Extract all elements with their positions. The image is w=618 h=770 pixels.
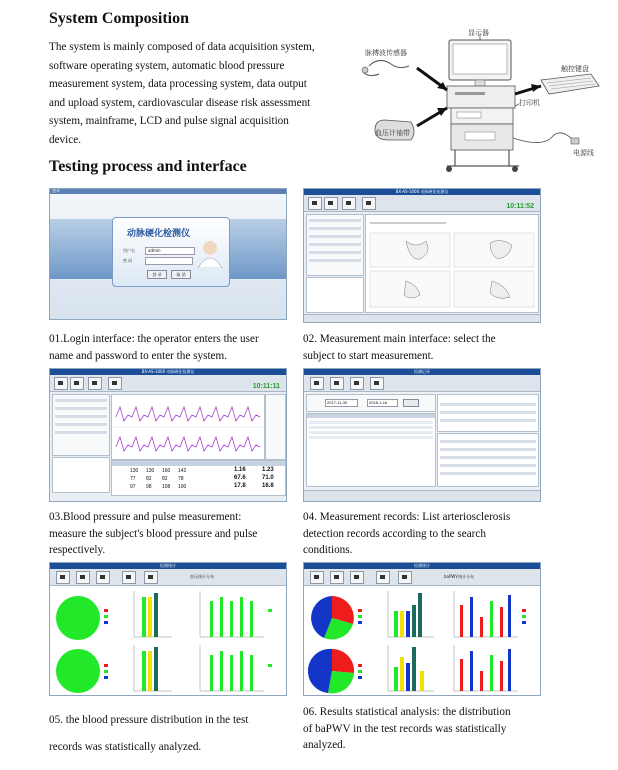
bp-cell: 77 <box>130 476 136 482</box>
caption-line: subject to start measurement. <box>303 349 434 362</box>
toolbar-button[interactable] <box>370 377 384 390</box>
bp-stats-window-title: 检测统计 <box>50 563 286 569</box>
bp-cell: 16.8 <box>262 483 274 489</box>
bapwv-stats-window-title: 检测统计 <box>304 563 540 569</box>
subject-info-panel <box>306 214 364 276</box>
caption-03 <box>49 509 280 559</box>
bp-cell: 1.23 <box>262 467 274 473</box>
toolbar-button[interactable] <box>308 197 322 210</box>
caption-line: conditions. <box>303 544 353 557</box>
bp-results-table <box>111 460 286 496</box>
caption-01 <box>49 331 285 364</box>
label-power: 电源线 <box>573 149 594 157</box>
para-line: The system is mainly composed of data acquisition system, <box>49 41 315 53</box>
subject-list-panel <box>306 277 364 313</box>
toolbar-button[interactable] <box>350 377 364 390</box>
records-search-panel <box>306 394 436 412</box>
bp-subject-panel <box>52 394 110 456</box>
caption-line: name and password to enter the system. <box>49 349 228 362</box>
bp-cell: 71.0 <box>262 475 274 481</box>
guide-illustrations <box>366 215 538 312</box>
bp-stats-toolbar <box>50 569 286 586</box>
cancel-button[interactable]: 取 消 <box>171 270 191 279</box>
bp-cell: 67.6 <box>234 475 246 481</box>
caption-line: respectively. <box>49 544 106 557</box>
toolbar-button[interactable] <box>54 377 68 390</box>
label-cuff: 血压计袖带 <box>375 129 410 137</box>
caption-04 <box>303 509 535 559</box>
toolbar-button[interactable] <box>310 377 324 390</box>
toolbar-button[interactable] <box>330 571 344 584</box>
toolbar-button[interactable] <box>122 571 136 584</box>
para-line: and upload system, cardiovascular disease risk assessment <box>49 96 311 109</box>
bapwv-stats-chart-title: baPWV统计分布 <box>444 574 475 579</box>
bp-window-title: BX-AS-1000 动脉硬化检测仪 <box>50 369 286 375</box>
para-line: system, mainframe, LCD and pulse signal acquisition <box>49 115 289 128</box>
bapwv-stats-charts <box>304 587 540 695</box>
bp-cell: 142 <box>178 468 187 474</box>
composition-paragraph <box>49 38 345 150</box>
bp-cell: 17.8 <box>234 483 246 489</box>
bp-cell: 97 <box>130 484 136 490</box>
toolbar-button[interactable] <box>88 377 102 390</box>
para-line: software operating system, automatic blood pressure <box>49 59 285 72</box>
label-pulse-sensor: 脉搏波传感器 <box>365 49 407 57</box>
section-heading-composition: System Composition <box>49 10 190 27</box>
toolbar-button[interactable] <box>376 571 390 584</box>
bp-cell: 82 <box>162 476 168 482</box>
pulse-wave-panel <box>111 394 265 460</box>
caption-06 <box>303 704 535 754</box>
label-printer: 打印机 <box>519 99 540 107</box>
caption-line: of baPWV in the test records was statistically <box>303 722 507 735</box>
bapwv-stats-toolbar <box>304 569 540 586</box>
bp-cell: 130 <box>130 468 139 474</box>
main-window-title: BX-AS-1000 动脉硬化检测仪 <box>304 189 540 195</box>
caption-line: 01.Login interface: the operator enters the user <box>49 333 259 345</box>
screenshot-bp-statistics <box>49 562 287 696</box>
login-button[interactable]: 登 录 <box>147 270 167 279</box>
bp-cell: 130 <box>146 468 155 474</box>
login-user-input[interactable]: admin <box>145 247 195 255</box>
bp-clock: 10:11:11 <box>252 383 280 390</box>
toolbar-button[interactable] <box>350 571 364 584</box>
bp-stats-charts <box>50 587 286 695</box>
screenshot-bapwv-statistics <box>303 562 541 696</box>
caption-line: 05. the blood pressure distribution in the test <box>49 714 249 726</box>
main-toolbar <box>304 195 540 212</box>
toolbar-button[interactable] <box>310 571 324 584</box>
hardware-diagram <box>355 28 605 178</box>
caption-05 <box>49 707 285 761</box>
screenshot-login <box>49 188 287 320</box>
bp-cell: 108 <box>162 484 171 490</box>
para-line: measurement system, data processing system, data output <box>49 78 307 91</box>
toolbar-button[interactable] <box>330 377 344 390</box>
bp-toolbar <box>50 375 286 392</box>
records-toolbar <box>304 375 540 392</box>
toolbar-button[interactable] <box>342 197 356 210</box>
caption-02 <box>303 331 539 364</box>
toolbar-button[interactable] <box>144 571 158 584</box>
login-password-label: 密 码 <box>123 258 133 263</box>
caption-line: 02. Measurement main interface: select the <box>303 333 496 345</box>
section-heading-testing: Testing process and interface <box>49 158 247 175</box>
toolbar-button[interactable] <box>398 571 412 584</box>
toolbar-button[interactable] <box>56 571 70 584</box>
label-keyboard: 触控键盘 <box>561 65 589 73</box>
caption-line: measure the subject's blood pressure and pulse <box>49 527 258 540</box>
login-user-label: 用户名 <box>123 248 135 253</box>
bp-side-panel <box>265 394 286 460</box>
toolbar-button[interactable] <box>70 377 84 390</box>
login-dialog <box>112 217 230 287</box>
login-app-title: 动脉硬化检测仪 <box>127 229 191 239</box>
records-table <box>306 413 436 487</box>
doctor-icon <box>195 238 225 268</box>
screenshot-records <box>303 368 541 502</box>
toolbar-button[interactable] <box>76 571 90 584</box>
bp-cell: 82 <box>146 476 152 482</box>
toolbar-button[interactable] <box>362 197 376 210</box>
bp-cell: 98 <box>146 484 152 490</box>
screenshot-bp-pulse <box>49 368 287 502</box>
label-monitor: 显示器 <box>468 29 489 37</box>
caption-line: 04. Measurement records: List arteriosclerosis <box>303 511 511 523</box>
toolbar-button[interactable] <box>108 377 122 390</box>
login-password-input[interactable] <box>145 257 193 265</box>
toolbar-button[interactable] <box>324 197 338 210</box>
caption-line: 06. Results statistical analysis: the distribution <box>303 706 511 718</box>
bp-cell: 1.16 <box>234 467 246 473</box>
date-from-input[interactable]: 2017-11-30 <box>325 399 358 407</box>
bp-stats-chart-title: 血压统计分布 <box>190 574 214 579</box>
search-button[interactable] <box>403 399 419 407</box>
toolbar-button[interactable] <box>96 571 110 584</box>
bp-cell: 78 <box>178 476 184 482</box>
records-result-panel <box>437 433 539 487</box>
measurement-guide-panel <box>365 214 539 313</box>
caption-line: detection records according to the search <box>303 527 486 540</box>
para-line: device. <box>49 133 81 146</box>
screenshot-measurement-main <box>303 188 541 323</box>
caption-line: analyzed. <box>303 739 346 752</box>
bp-cell: 160 <box>162 468 171 474</box>
pulse-waveforms <box>112 395 264 459</box>
login-window-title: 登录 <box>52 188 60 193</box>
caption-line: records was statistically analyzed. <box>49 741 202 753</box>
caption-line: 03.Blood pressure and pulse measurement: <box>49 511 242 523</box>
date-to-input[interactable]: 2018-1-16 <box>367 399 398 407</box>
records-window-title: 检测记录 <box>304 369 540 375</box>
bp-cell: 100 <box>178 484 187 490</box>
bp-list-panel <box>52 457 110 493</box>
records-detail-panel <box>437 394 539 432</box>
main-clock: 10:11:52 <box>506 203 534 210</box>
